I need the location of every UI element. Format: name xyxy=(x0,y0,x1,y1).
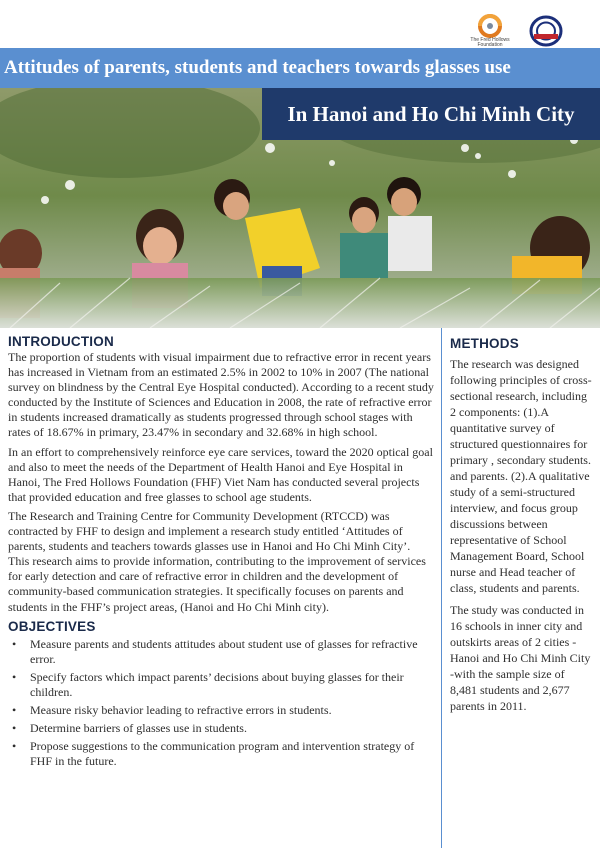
objective-text: Measure parents and students attitudes about student use of glasses for refractive error. xyxy=(30,636,418,666)
fhf-logo xyxy=(462,12,518,52)
intro-paragraph-1: The proportion of students with visual impairment due to refractive error in recent years has increased in Vietnam from an estimated 2.5% in 2002 to 10% in 2007 (The national survey on blindness by the Central Eye Hospital conducted). According to a recent study conducted by the Institute of Sciences and Education in 2008, the rate of refractive error in students increased dramatically as students progressed through school stages with rates of 18.67% in primary, 23.47% in secondary and 32.68% in high school. xyxy=(8,350,434,440)
fhf-logo-text: The Fred Hollows Foundation xyxy=(470,37,510,48)
methods-paragraph-2: The study was conducted in 16 schools in inner city and outskirts areas of 2 cities - Hanoi and Ho Chi Minh City -with the sample size of 8,481 students and 2,677 parents in 2011. xyxy=(450,603,591,713)
objective-text: Specify factors which impact parents’ decisions about buying glasses for their children. xyxy=(30,669,404,699)
objectives-heading: OBJECTIVES xyxy=(8,618,96,634)
methods-paragraph-1: The research was designed following principles of cross-sectional research, including 2 components: (1).A quantitative survey of structured questionnaires for primary , secondary students. and parents. (2).A qualitative study of a semi-structured interview, and focus group discussions between representative of School Management Board, School nurse and Head teacher of class, students and parents. xyxy=(450,357,592,595)
title-band: Attitudes of parents, students and teachers towards glasses use xyxy=(0,48,600,88)
list-item xyxy=(8,739,434,769)
objectives-list xyxy=(8,637,434,769)
intro-paragraph-3: The Research and Training Centre for Community Development (RTCCD) was contracted by FHF to design and implement a research study entitled ‘Attitudes of parents, students and teachers towards glasses use in Hanoi and Ho Chi Minh City’. This research aims to provide information, contributing to the improvement of services for early detection and care of refractive error in children and the development of community-based communication strategies. It specifically focuses on parents and students in the FHF’s project areas, (Hanoi and Ho Chi Minh city). xyxy=(8,508,426,614)
bullet-icon: • xyxy=(12,702,17,717)
right-column xyxy=(450,334,592,720)
list-item xyxy=(8,637,434,667)
seal-logo-icon xyxy=(528,14,564,48)
objective-text: Measure risky behavior leading to refractive errors in students. xyxy=(30,702,332,717)
introduction-heading: INTRODUCTION xyxy=(8,334,114,349)
bullet-icon: • xyxy=(12,636,17,651)
methods-heading: METHODS xyxy=(450,336,519,351)
subtitle-band: In Hanoi and Ho Chi Minh City xyxy=(262,88,600,140)
list-item xyxy=(8,670,434,700)
left-column xyxy=(8,334,434,772)
fhf-logo-icon xyxy=(475,14,505,38)
list-item xyxy=(8,721,434,736)
intro-paragraph-2: In an effort to comprehensively reinforce eye care services, toward the 2020 optical goal and also to meet the needs of the Department of Health Hanoi and Eye Hospital in Hanoi, The Fred Hollows Foundation (FHF) Viet Nam has conducted several projects that provided education and free glasses to school age students. xyxy=(8,444,433,504)
bullet-icon: • xyxy=(12,738,17,753)
objective-text: Determine barriers of glasses use in students. xyxy=(30,720,247,735)
objective-text: Propose suggestions to the communication program and intervention strategy of FHF in the future. xyxy=(30,738,415,768)
bullet-icon: • xyxy=(12,720,17,735)
logo-area xyxy=(462,12,592,52)
column-divider xyxy=(441,328,442,848)
bullet-icon: • xyxy=(12,669,17,684)
list-item xyxy=(8,703,434,718)
